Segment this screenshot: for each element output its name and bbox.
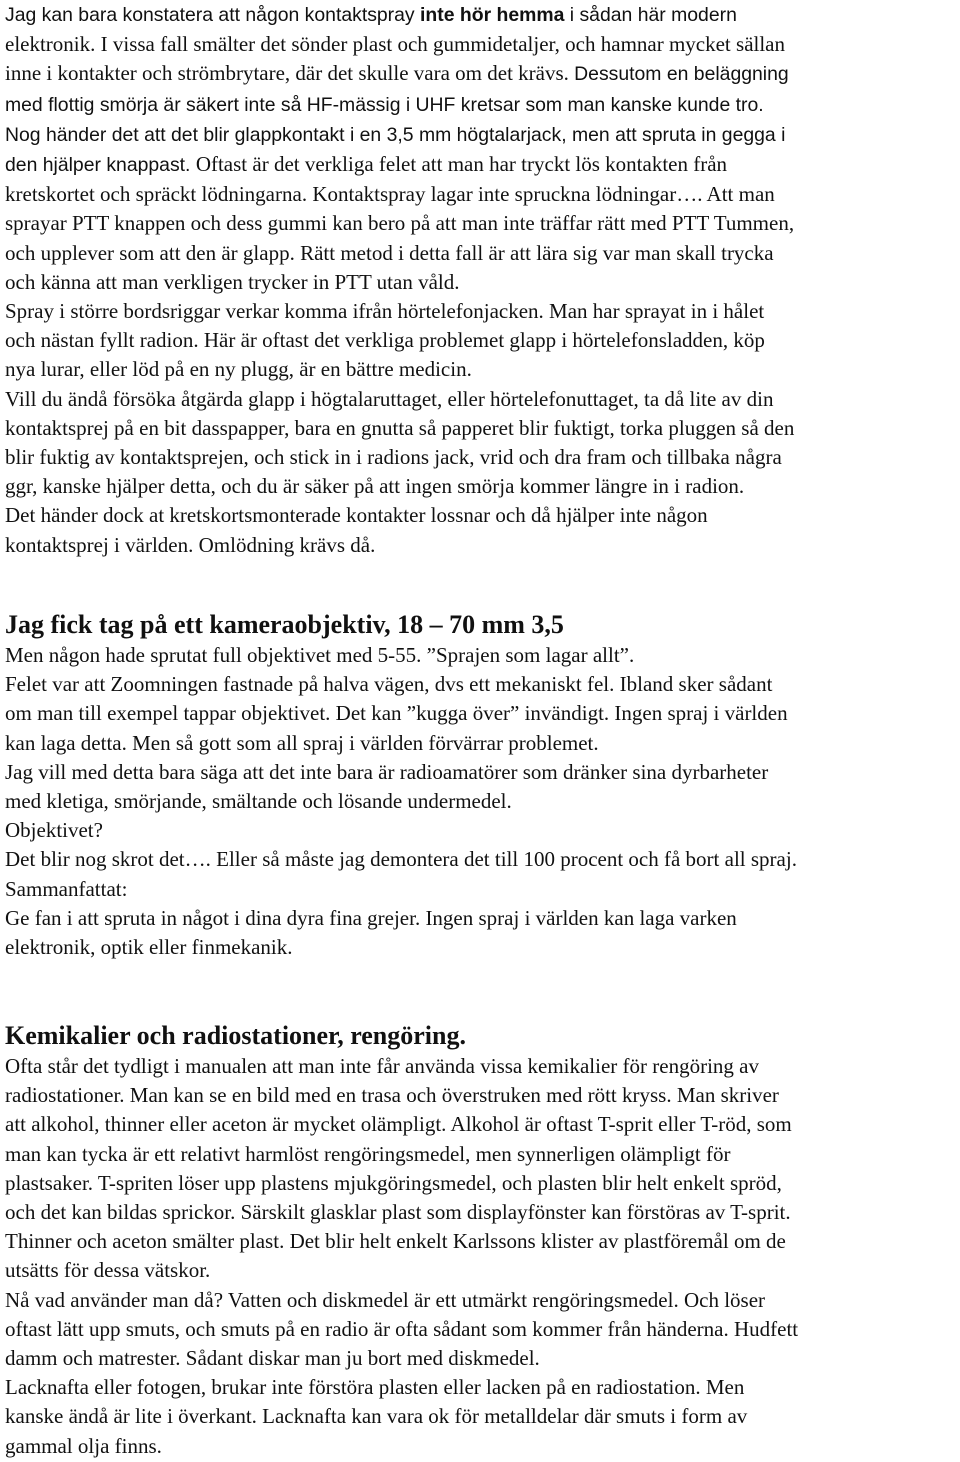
text-run: Felet var att Zoomningen fastnade på halva vägen, dvs ett mekaniskt fel. Ibland sker sådant: [5, 672, 773, 697]
text-run: sprayar PTT knappen och dess gummi kan bero på att man inte träffar rätt med PTT Tummen,: [5, 211, 795, 236]
text-line: [5, 180, 794, 209]
text-run: Det blir nog skrot det…. Eller så måste jag demontera det till 100 procent och få bort all spraj.: [5, 847, 797, 872]
text-line: [5, 875, 797, 904]
text-line: [5, 1315, 798, 1344]
text-line: [5, 1432, 798, 1461]
text-line: [5, 30, 794, 59]
text-run: Spray i större bordsriggar verkar komma ifrån hörtelefonjacken. Man har sprayat in i hålet: [5, 299, 765, 324]
text-line: [5, 1402, 798, 1431]
text-run: kretskortet och spräckt lödningarna.: [5, 182, 313, 207]
text-run: och upplever som att den är glapp.: [5, 240, 301, 265]
text-run: och det kan bildas sprickor. Särskilt glasklar plast som displayfönster kan förstöras av T-sprit.: [5, 1200, 791, 1225]
text-line: [5, 1081, 798, 1110]
text-run: Jag vill med detta bara säga att det inte bara är radioamatörer som dränker sina dyrbarheter: [5, 759, 769, 784]
text-run: nya lurar, eller löd på en ny plugg, är en bättre medicin.: [5, 357, 472, 382]
text-run: man kan tycka är ett relativt harmlöst rengöringsmedel, men synnerligen olämpligt för: [5, 1141, 731, 1166]
intro-paragraphs: [5, 0, 794, 560]
text-line: [5, 1227, 798, 1256]
text-run: inne i kontakter och strömbrytare, där det skulle vara om det krävs.: [5, 61, 575, 86]
text-line: [5, 501, 794, 530]
text-run: damm och matrester. Sådant diskar man ju bort med diskmedel.: [5, 1346, 540, 1371]
text-run: plastsaker. T-spriten löser upp plastens mjukgöringsmedel, och plasten blir helt enkelt spröd,: [5, 1170, 782, 1195]
text-run: Sammanfattat:: [5, 876, 128, 901]
text-run: Nå vad använder man då? Vatten och diskmedel är ett utmärkt rengöringsmedel. Och löser: [5, 1287, 766, 1312]
text-line: [5, 1286, 798, 1315]
text-run: Det händer dock at kretskortsmonterade kontakter lossnar och då hjälper inte någon: [5, 503, 708, 528]
text-run: kanske ändå är lite i överkant. Lacknafta kan vara ok för metalldelar där smuts i form av: [5, 1404, 748, 1429]
text-run: kontaktsprej på en bit dasspapper, bara en gnutta så papperet blir fuktigt, torka pluggen så den: [5, 415, 795, 440]
text-run: Lacknafta eller fotogen, brukar inte förstöra plasten eller lacken på en radiostation. Men: [5, 1375, 745, 1400]
text-run: Nog händer det att det blir glappkontakt i en 3,5 mm högtalarjack, men att spruta in gegga i: [5, 123, 786, 146]
text-line: [5, 670, 797, 699]
text-line: [5, 1169, 798, 1198]
text-line: [5, 0, 794, 30]
text-run: Oftast är det verkliga felet att man har tryckt lös kontakten från: [195, 152, 728, 177]
text-run: ggr, kanske hjälper detta, och du är säker på att ingen smörja kommer längre in i radion.: [5, 474, 745, 499]
text-line: [5, 120, 794, 150]
text-run: blir fuktig av kontaktsprejen, och stick in i radions jack, vrid och dra fram och tillbaka några: [5, 445, 782, 470]
text-line: [5, 933, 797, 962]
text-line: [5, 1052, 798, 1081]
text-line: [5, 443, 794, 472]
text-run: Objektivet?: [5, 818, 103, 843]
text-line: [5, 150, 794, 180]
text-run: och nästan fyllt radion. Här är oftast det verkliga problemet glapp i hörtelefonsladden, köp: [5, 328, 765, 353]
text-run: om man till exempel tappar objektivet. Det kan ”kugga över” invändigt. Ingen spraj i världen: [5, 701, 788, 726]
text-run: Vill du ändå försöka åtgärda glapp i högtalaruttaget, eller hörtelefonuttaget, ta då lite av din: [5, 386, 774, 411]
text-line: [5, 787, 797, 816]
text-run: Dessutom en beläggning: [574, 63, 789, 86]
text-line: [5, 641, 797, 670]
text-run: i sådan här modern: [564, 4, 737, 26]
text-line: [5, 239, 794, 268]
text-line: [5, 1198, 798, 1227]
text-run: Ge fan i att spruta in något i dina dyra fina grejer. Ingen spraj i världen kan laga varken: [5, 905, 737, 930]
text-run: kontaktsprej i världen. Omlödning krävs då.: [5, 532, 376, 557]
text-run: Kontaktspray lagar inte spruckna lödningar…. Att man: [312, 182, 775, 207]
text-run: med flottig smörja är säkert inte så HF-mässig i UHF kretsar som man kanske kunde tro.: [5, 93, 764, 116]
text-line: [5, 1344, 798, 1373]
text-run: Thinner och aceton smälter plast. Det blir helt enkelt Karlssons klister av plastföremål om de: [5, 1229, 786, 1254]
text-run: den hjälper knappast.: [5, 154, 196, 177]
text-line: [5, 699, 797, 728]
text-line: [5, 326, 794, 355]
text-line: [5, 531, 794, 560]
text-run: elektronik. I vissa fall smälter det sönder plast och gummidetaljer, och hamnar mycket sällan: [5, 32, 786, 57]
text-line: [5, 472, 794, 501]
text-line: [5, 297, 794, 326]
text-run: Ofta står det tydligt i manualen att man inte får använda vissa kemikalier för rengöring av: [5, 1054, 759, 1078]
lens-section-body: [5, 641, 797, 962]
emphasized-text: inte hör hemma: [420, 4, 565, 26]
text-line: [5, 1373, 798, 1402]
text-line: [5, 1140, 798, 1169]
text-run: Jag kan bara konstatera att någon kontaktspray: [5, 4, 421, 26]
text-line: [5, 268, 794, 297]
text-run: med kletiga, smörjande, smältande och lösande undermedel.: [5, 789, 512, 814]
text-run: att alkohol, thinner eller aceton är mycket olämpligt. Alkohol är oftast T-sprit eller T-röd, som: [5, 1112, 792, 1137]
text-run: kan laga detta. Men så gott som all spraj i världen förvärrar problemet.: [5, 730, 599, 755]
chemicals-section-heading: Kemikalier och radiostationer, rengöring.: [5, 1021, 466, 1050]
text-run: Rätt metod i detta fall är att lära sig var man skall trycka: [300, 240, 774, 265]
text-line: [5, 904, 797, 933]
text-run: elektronik, optik eller finmekanik.: [5, 935, 293, 960]
text-line: [5, 414, 794, 443]
text-run: och känna att man verkligen trycker in PTT utan våld.: [5, 269, 460, 294]
lens-section-heading: Jag fick tag på ett kameraobjektiv, 18 – 70 mm 3,5: [5, 610, 564, 639]
text-run: utsätts för dessa vätskor.: [5, 1258, 211, 1283]
text-line: [5, 355, 794, 384]
text-line: [5, 758, 797, 787]
text-run: Men någon hade sprutat full objektivet med 5-55. ”Sprajen som lagar allt”.: [5, 643, 635, 667]
text-run: oftast lätt upp smuts, och smuts på en radio är ofta sådant som kommer från händerna. Hudfett: [5, 1316, 799, 1341]
text-line: [5, 90, 794, 120]
text-line: [5, 845, 797, 874]
chemicals-section-body: [5, 1052, 798, 1461]
text-line: [5, 1110, 798, 1139]
text-line: [5, 729, 797, 758]
text-line: [5, 385, 794, 414]
text-line: [5, 816, 797, 845]
text-run: gammal olja finns.: [5, 1433, 162, 1458]
text-line: [5, 59, 794, 89]
text-line: [5, 209, 794, 238]
text-run: radiostationer. Man kan se en bild med en trasa och överstruken med rött kryss. Man skriver: [5, 1083, 779, 1108]
text-line: [5, 1256, 798, 1285]
